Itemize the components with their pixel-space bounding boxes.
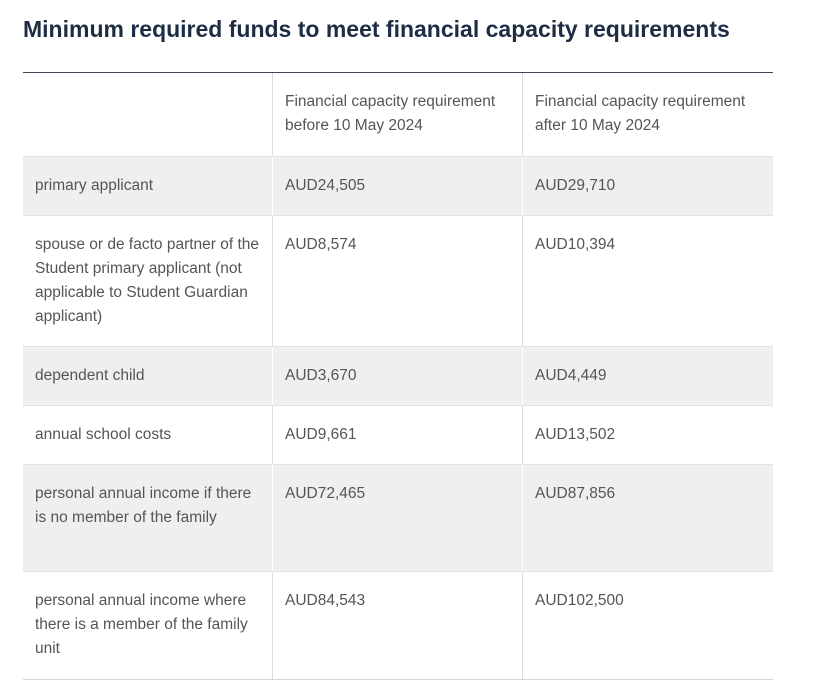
funds-table [23, 72, 773, 680]
row-value-after: AUD87,856 [522, 465, 773, 571]
row-label: personal annual income where there is a member of the family unit [35, 592, 248, 657]
row-label: annual school costs [35, 426, 172, 443]
row-value-before: AUD9,661 [272, 406, 522, 464]
row-value-after: AUD10,394 [522, 216, 773, 346]
header-cell-after: Financial capacity requirement after 10 May 2024 [522, 73, 773, 156]
row-value-before: AUD3,670 [272, 347, 522, 405]
page-title: Minimum required funds to meet financial capacity requirements [23, 16, 730, 42]
row-value-after: AUD4,449 [522, 347, 773, 405]
header-cell-empty [23, 73, 272, 156]
row-value-after: AUD13,502 [522, 406, 773, 464]
row-value-after: AUD102,500 [522, 572, 773, 679]
table-row [23, 465, 773, 572]
row-label: spouse or de facto partner of the Student primary applicant (not applicable to Student Guardian applicant) [35, 236, 260, 325]
table-row [23, 216, 773, 347]
row-value-before: AUD8,574 [272, 216, 522, 346]
table-row [23, 347, 773, 406]
row-value-before: AUD72,465 [272, 465, 522, 571]
row-value-after: AUD29,710 [522, 157, 773, 215]
row-value-before: AUD24,505 [272, 157, 522, 215]
table-row [23, 406, 773, 465]
header-cell-before: Financial capacity requirement before 10 May 2024 [272, 73, 522, 156]
table-row [23, 572, 773, 680]
table-header-row [23, 73, 773, 157]
row-label: dependent child [35, 367, 145, 384]
row-value-before: AUD84,543 [272, 572, 522, 679]
table-row [23, 157, 773, 216]
row-label: personal annual income if there is no member of the family [35, 485, 252, 526]
row-label: primary applicant [35, 177, 154, 194]
